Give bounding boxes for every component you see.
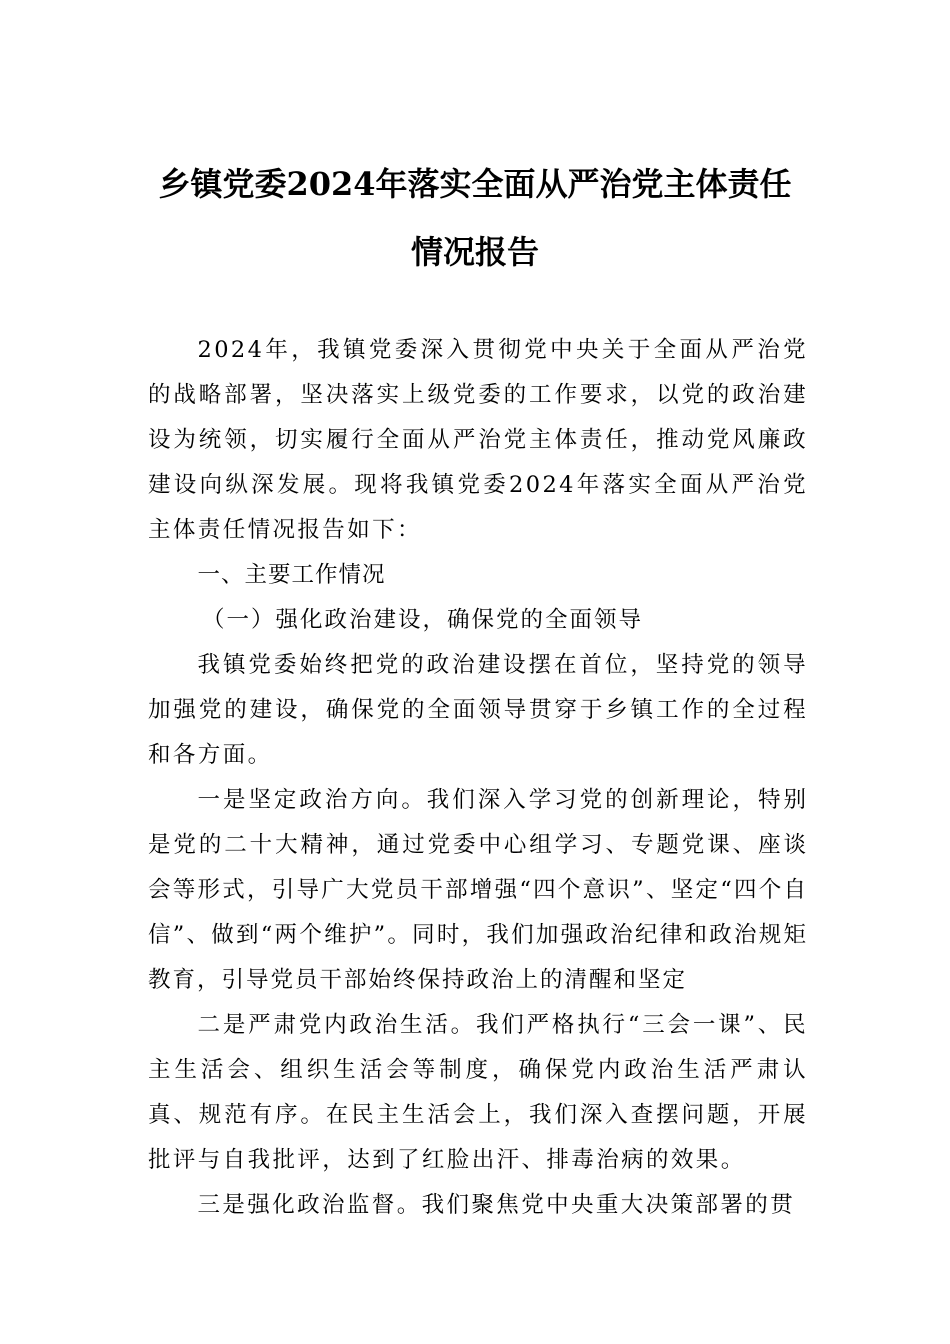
section-heading-main-work: 一、主要工作情况 — [197, 562, 386, 588]
document-body — [148, 328, 808, 1228]
document-title: 乡镇党委2024年落实全面从严治党主体责任情况报告 — [158, 165, 792, 271]
body-paragraph-political-direction: 一是坚定政治方向。我们深入学习党的创新理论，特别是党的二十大精神，通过党委中心组学习、专题党课、座谈会等形式，引导广大党员干部增强“四个意识”、坚定“四个自信”、做到“两个维护”。同时，我们加强政治纪律和政治规矩教育，引导党员干部始终保持政治上的清醒和坚定 — [148, 787, 808, 993]
body-paragraph-party-life: 二是严肃党内政治生活。我们严格执行“三会一课”、民主生活会、组织生活会等制度，确保党内政治生活严肃认真、规范有序。在民主生活会上，我们深入查摆问题，开展批评与自我批评，达到了红脸出汗、排毒治病的效果。 — [148, 1012, 808, 1173]
body-paragraph-overview: 我镇党委始终把党的政治建设摆在首位，坚持党的领导加强党的建设，确保党的全面领导贯穿于乡镇工作的全过程和各方面。 — [148, 652, 808, 768]
body-paragraph-political-supervision: 三是强化政治监督。我们聚焦党中央重大决策部署的贯 — [197, 1192, 796, 1218]
intro-paragraph: 2024年，我镇党委深入贯彻党中央关于全面从严治党的战略部署，坚决落实上级党委的工作要求，以党的政治建设为统领，切实履行全面从严治党主体责任，推动党风廉政建设向纵深发展。现将我镇党委2024年落实全面从严治党主体责任情况报告如下： — [148, 337, 808, 543]
subsection-heading-political-building: （一）强化政治建设，确保党的全面领导 — [202, 607, 644, 633]
